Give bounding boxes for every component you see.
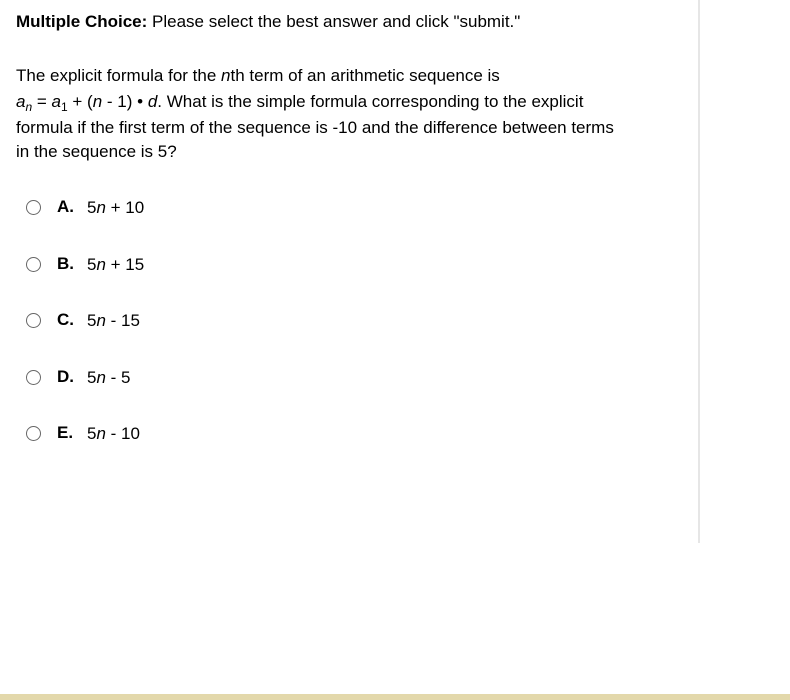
question-text [16,64,688,164]
question-line-4: in the sequence is 5? [16,142,177,161]
choice-text [87,253,144,277]
panel-divider [698,0,700,543]
question-fragment: . What is the simple formula corresponding to the explicit [157,92,584,111]
instruction-text: Please select the best answer and click "submit." [152,12,521,31]
formula-sub-n: n [25,100,33,114]
radio-button-a[interactable] [26,200,41,215]
choice-var: n [96,254,106,274]
choice-coef: 5 [87,254,97,274]
choice-c[interactable] [26,308,326,336]
choice-text [87,309,140,333]
question-fragment: The explicit formula for the [16,66,222,85]
formula-a: a [16,92,26,111]
choice-var: n [96,424,106,443]
formula-minus: - 1) • [102,92,148,111]
instruction [16,10,520,34]
choice-coef: 5 [87,198,97,217]
formula-n: n [92,92,103,111]
choice-var: n [96,367,106,387]
instruction-label: Multiple Choice: [16,12,148,31]
question-line-3: formula if the first term of the sequence is -10 and the difference between terms [16,118,614,137]
choice-rest: - 10 [105,424,140,443]
choice-letter: B. [57,253,74,273]
choice-text [87,422,140,446]
bottom-bar [0,694,790,700]
choice-d[interactable] [26,365,326,393]
choice-letter: D. [57,366,74,386]
choice-rest: - 15 [105,311,140,330]
formula-d: d [147,92,158,111]
formula-plus: + ( [67,92,93,111]
radio-button-e[interactable] [26,426,41,441]
formula-a1: a [51,92,61,111]
choice-rest: + 10 [105,198,145,217]
formula-sub-1: 1 [61,100,68,114]
choice-letter: C. [57,310,74,329]
choice-letter: E. [57,423,74,442]
choice-var: n [96,311,106,330]
choice-e[interactable] [26,421,326,449]
radio-button-b[interactable] [26,257,41,272]
choice-a[interactable] [26,195,326,223]
choice-b[interactable] [26,252,326,280]
question-line-1 [16,64,688,88]
choice-rest: - 5 [105,367,131,387]
answer-choices [26,195,326,478]
question-var-n: n [221,66,231,85]
choice-coef: 5 [87,311,97,330]
radio-button-d[interactable] [26,370,41,385]
choice-letter: A. [57,197,74,216]
choice-rest: + 15 [105,254,145,274]
question-line-2 [16,88,688,116]
choice-coef: 5 [87,367,97,387]
formula-equals: = [32,92,52,111]
choice-coef: 5 [87,424,97,443]
question-fragment: th term of an arithmetic sequence is [230,66,500,85]
radio-button-c[interactable] [26,313,41,328]
choice-var: n [96,198,106,217]
choice-text [87,366,131,390]
choice-text [87,196,144,220]
